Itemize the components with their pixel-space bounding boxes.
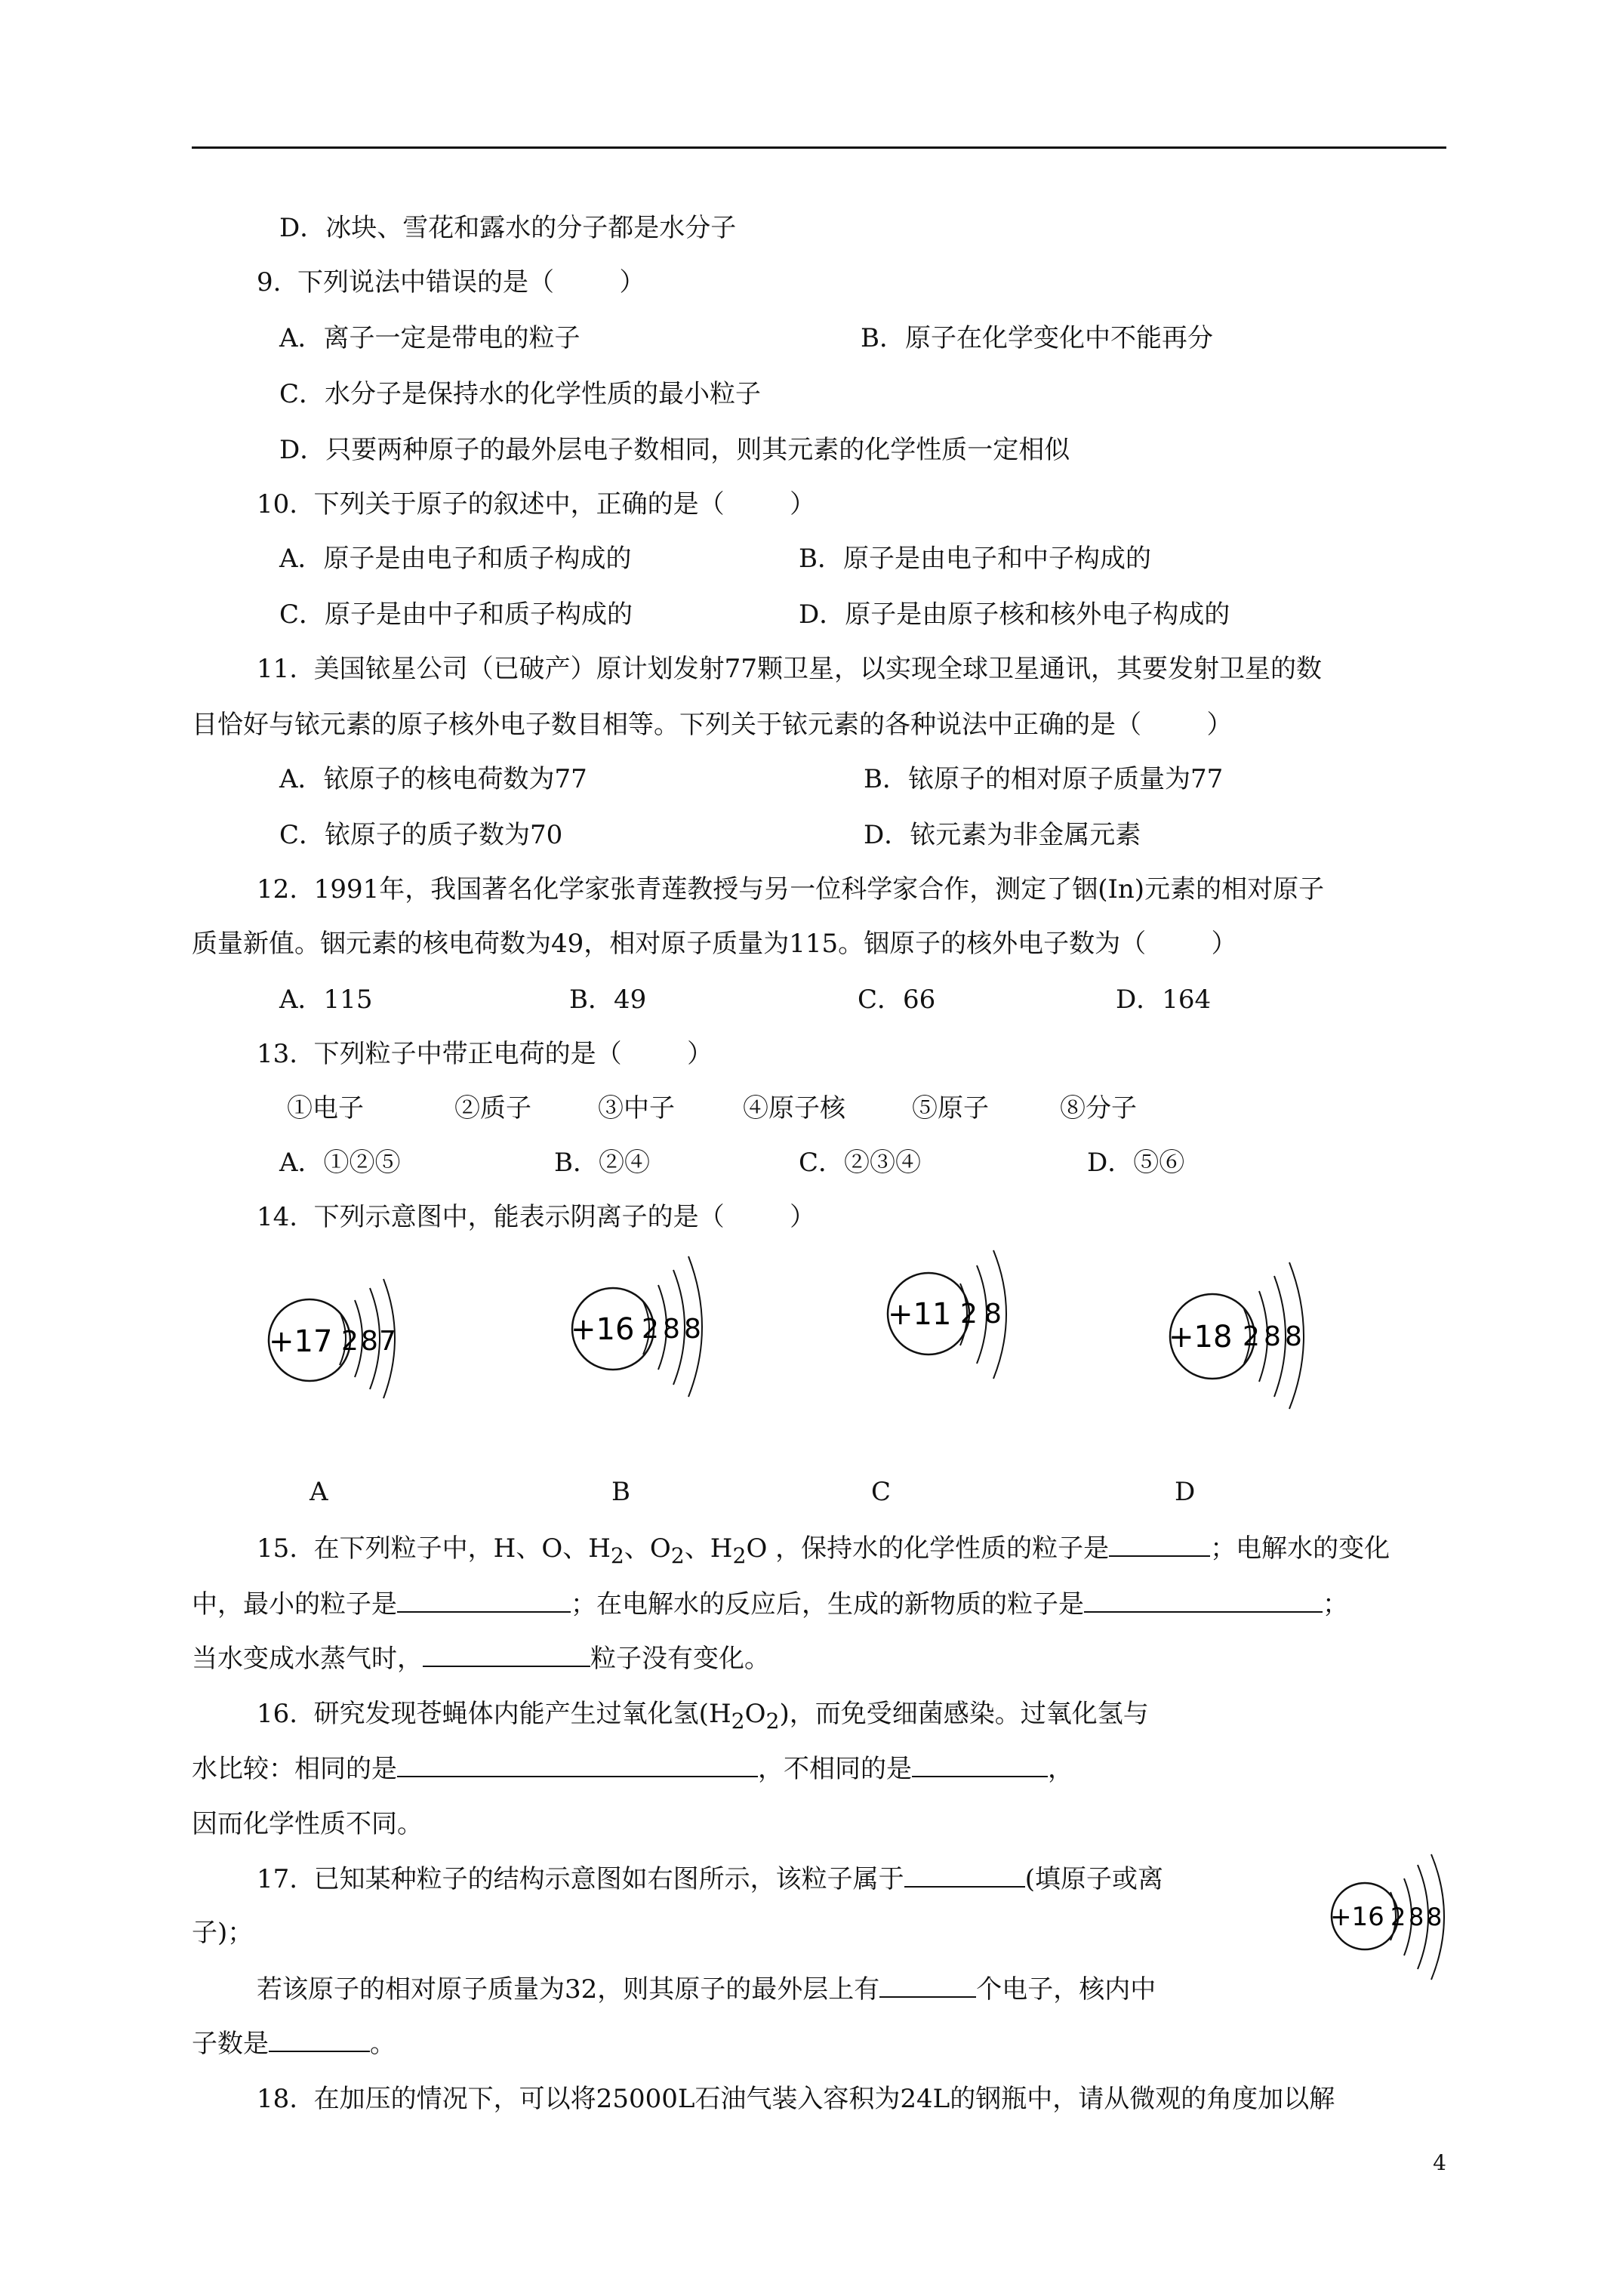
q12-option-d: D．164 (1116, 985, 1212, 1015)
shell-count: 8 (984, 1299, 1002, 1330)
answer-blank[interactable] (397, 1589, 571, 1613)
nucleus-charge: +16 (571, 1312, 635, 1347)
q12-line-2: 质量新值。铟元素的核电荷数为49，相对原子质量为115。铟原子的核外电子数为（ ） (192, 929, 1237, 959)
atom-diagram-a (257, 1253, 430, 1442)
q16-line-2: 水比较：相同的是 ，不相同的是 ， (192, 1754, 1073, 1784)
shell-count: 8 (1264, 1321, 1281, 1352)
q10-stem: 10. 下列关于原子的叙述中，正确的是（ ） (257, 489, 816, 519)
answer-blank[interactable] (423, 1643, 590, 1667)
q17-line-2: 子)； (192, 1918, 254, 1948)
header-rule (192, 146, 1446, 149)
q13-option-a: A．①②⑤ (279, 1148, 401, 1178)
atom-diagram-c (876, 1231, 1049, 1404)
atom-diagram-d (1155, 1246, 1336, 1435)
shell-count: 8 (1285, 1321, 1302, 1352)
diagram-label: B (611, 1477, 630, 1507)
q13-option-c: C．②③④ (799, 1148, 922, 1178)
shell-count: 2 (1390, 1903, 1406, 1931)
answer-blank[interactable] (904, 1863, 1025, 1888)
q13-item: ④原子核 (743, 1093, 845, 1123)
q10-option-a: A．原子是由电子和质子构成的 (279, 544, 632, 574)
shell-count: 7 (379, 1326, 396, 1357)
q13-option-d: D．⑤⑥ (1087, 1148, 1185, 1178)
q13-item: ⑧分子 (1060, 1093, 1137, 1123)
answer-blank[interactable] (879, 1974, 976, 1998)
diagram-label: A (310, 1477, 328, 1507)
q9-stem: 9. 下列说法中错误的是（ ） (257, 267, 645, 297)
nucleus-charge: +18 (1169, 1320, 1233, 1354)
answer-blank[interactable] (269, 2028, 370, 2052)
answer-blank[interactable] (1109, 1533, 1210, 1557)
nucleus-charge: +17 (269, 1324, 333, 1359)
shell-count: 8 (684, 1314, 701, 1345)
q13-item: ①电子 (287, 1093, 364, 1123)
q17-line-4: 子数是 。 (192, 2029, 396, 2059)
shell-count: 2 (960, 1299, 978, 1330)
q12-line-1: 12. 1991年，我国著名化学家张青莲教授与另一位科学家合作，测定了铟(In)元素的相对原子 (257, 874, 1325, 905)
shell-count: 8 (361, 1326, 378, 1357)
q9-option-c: C．水分子是保持水的化学性质的最小粒子 (279, 379, 762, 409)
q9-option-a: A．离子一定是带电的粒子 (279, 323, 581, 353)
q10-option-c: C．原子是由中子和质子构成的 (279, 599, 633, 630)
answer-blank[interactable] (1084, 1589, 1323, 1613)
page-number: 4 (1433, 2150, 1446, 2175)
shell-count: 2 (642, 1314, 659, 1345)
q10-option-b: B．原子是由电子和中子构成的 (799, 544, 1151, 574)
q16-line-3: 因而化学性质不同。 (192, 1809, 423, 1839)
shell-count: 2 (1243, 1321, 1260, 1352)
diagram-label: D (1175, 1477, 1196, 1507)
q11-line-2: 目恰好与铱元素的原子核外电子数目相等。下列关于铱元素的各种说法中正确的是（ ） (192, 710, 1233, 740)
q11-option-b: B．铱原子的相对原子质量为77 (864, 764, 1224, 794)
q12-option-a: A．115 (279, 985, 373, 1015)
q17-line-1: 17. 已知某种粒子的结构示意图如右图所示，该粒子属于 (填原子或离 (257, 1864, 1163, 1894)
q15-line-1: 15. 在下列粒子中，H、O、$H_2$、$O_2$、$H_2O$ ，保持水的化学性质的粒子是 ；电解水的变化 (257, 1533, 1390, 1568)
q13-item: ⑤原子 (912, 1093, 989, 1123)
shell-count: 8 (1409, 1903, 1424, 1931)
q11-option-d: D．铱元素为非金属元素 (864, 820, 1141, 850)
q16-line-1: 16. 研究发现苍蝇体内能产生过氧化氢$(H_2O_2)$，而免受细菌感染。过氧化氢与 (257, 1699, 1149, 1734)
q13-option-b: B．②④ (554, 1148, 650, 1178)
atom-diagram-b (559, 1238, 732, 1427)
shell-count: 8 (1427, 1903, 1443, 1931)
answer-blank[interactable] (397, 1753, 758, 1777)
shell-count: 8 (663, 1314, 680, 1345)
q9-option-d: D．只要两种原子的最外层电子数相同，则其元素的化学性质一定相似 (279, 435, 1070, 465)
q17-line-3: 若该原子的相对原子质量为32，则其原子的最外层上有 个电子，核内中 (257, 1974, 1156, 2005)
q12-option-b: B．49 (569, 985, 647, 1015)
q14-stem: 14. 下列示意图中，能表示阴离子的是（ ） (257, 1202, 816, 1232)
q11-line-1: 11. 美国铱星公司（已破产）原计划发射77颗卫星，以实现全球卫星通讯，其要发射卫星的数 (257, 654, 1322, 684)
atom-diagram-q17 (1323, 1842, 1474, 1993)
q13-stem: 13. 下列粒子中带正电荷的是（ ） (257, 1039, 713, 1069)
answer-blank[interactable] (912, 1753, 1048, 1777)
q15-line-3: 当水变成水蒸气时， 粒子没有变化。 (192, 1644, 770, 1674)
diagram-label: C (871, 1477, 892, 1507)
q12-option-c: C．66 (858, 985, 936, 1015)
q15-line-2: 中，最小的粒子是 ；在电解水的反应后，生成的新物质的粒子是 ； (192, 1589, 1348, 1620)
q13-item: ②质子 (454, 1093, 531, 1123)
q10-option-d: D．原子是由原子核和核外电子构成的 (799, 599, 1230, 630)
q9-option-b: B．原子在化学变化中不能再分 (861, 323, 1213, 353)
shell-count: 2 (341, 1326, 359, 1357)
nucleus-charge: +16 (1330, 1902, 1384, 1932)
q11-option-c: C．铱原子的质子数为70 (279, 820, 563, 850)
q8-option-d: D．冰块、雪花和露水的分子都是水分子 (279, 213, 737, 243)
q11-option-a: A．铱原子的核电荷数为77 (279, 764, 587, 794)
q13-item: ③中子 (598, 1093, 675, 1123)
nucleus-charge: +11 (888, 1297, 952, 1332)
q18-line-1: 18. 在加压的情况下，可以将25000L石油气装入容积为24L的钢瓶中，请从微观的角度加以解 (257, 2084, 1335, 2114)
